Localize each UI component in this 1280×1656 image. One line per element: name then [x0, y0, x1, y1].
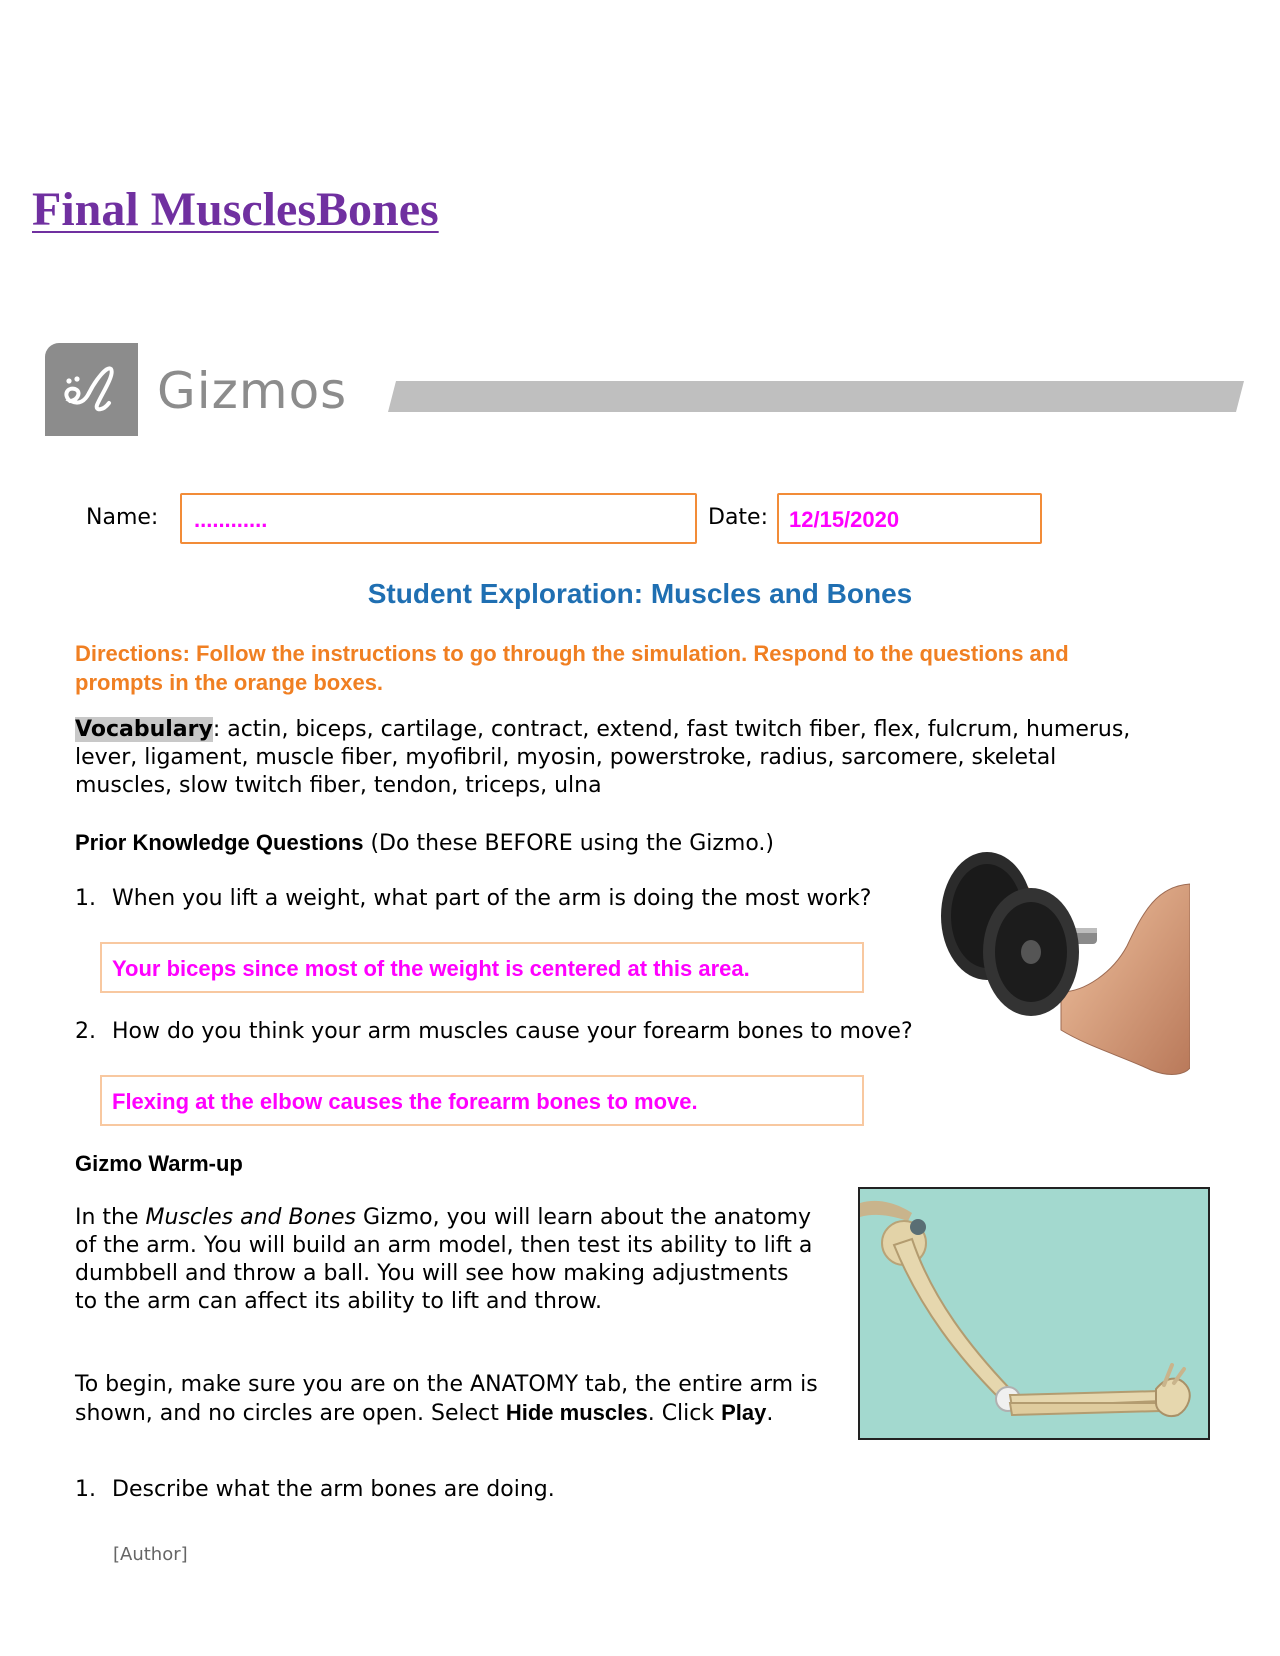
vocabulary-list: : actin, biceps, cartilage, contract, extend, fast twitch fiber, flex, fulcrum, humerus, lever, ligament, muscle fiber, myofibril, myosin, powerstroke, radius, sarcomere, skeletal muscles, slow twitch fiber, tendon, triceps, ulna	[75, 717, 1131, 798]
exploration-heading: Student Exploration: Muscles and Bones	[367, 578, 913, 609]
warmup-paragraph-2	[75, 1371, 835, 1428]
vocabulary-label: Vocabulary	[75, 717, 213, 742]
answer-box-2[interactable]	[100, 1075, 864, 1126]
answer-text: Your biceps since most of the weight is centered at this area.	[112, 956, 750, 981]
question-number: 1.	[75, 886, 96, 911]
arm-bones-image	[858, 1187, 1210, 1440]
author-placeholder[interactable]: [Author]	[113, 1544, 188, 1565]
question-1	[75, 885, 872, 913]
arm-skeleton-icon	[860, 1189, 1208, 1438]
warmup-question-1	[75, 1476, 555, 1504]
flexed-arm-dumbbell-icon	[935, 842, 1190, 1077]
warmup-text: . Click	[647, 1401, 722, 1426]
el-script-icon	[45, 343, 138, 436]
gizmos-logo-badge	[45, 343, 138, 436]
warmup-text: .	[766, 1401, 774, 1426]
date-field[interactable]	[777, 493, 1042, 544]
question-number: 1.	[75, 1477, 96, 1502]
answer-box-1[interactable]	[100, 942, 864, 993]
warmup-paragraph-1	[75, 1204, 815, 1316]
warmup-text: In the	[75, 1205, 146, 1230]
date-label: Date:	[708, 505, 768, 530]
name-field[interactable]	[180, 493, 697, 544]
hide-muscles-label: Hide muscles	[505, 1400, 648, 1425]
warmup-title: Gizmo Warm-up	[75, 1151, 243, 1176]
question-text: When you lift a weight, what part of the arm is doing the most work?	[112, 886, 872, 911]
question-2	[75, 1018, 913, 1046]
name-value: ............	[194, 507, 268, 532]
prior-knowledge-title: Prior Knowledge Questions	[75, 830, 364, 855]
date-value: 12/15/2020	[789, 507, 900, 532]
vocabulary-paragraph	[75, 716, 1155, 800]
directions-text: Directions: Follow the instructions to go through the simulation. Respond to the questions and prompts in the orange boxes.	[75, 641, 1069, 695]
play-label: Play	[721, 1400, 767, 1425]
dumbbell-arm-illustration	[935, 842, 1190, 1077]
document-title[interactable]: Final MusclesBones	[32, 183, 439, 236]
warmup-text: To begin, make sure you are on the ANATOMY tab, the entire arm is shown, and no circles are open. Select	[75, 1372, 818, 1426]
question-text: How do you think your arm muscles cause your forearm bones to move?	[112, 1019, 913, 1044]
gizmos-wordmark: Gizmos	[157, 362, 348, 420]
gizmo-name: Muscles and Bones	[145, 1205, 356, 1230]
warmup-text: Gizmo, you will learn about the anatomy of the arm. You will build an arm model, then test its ability to lift a dumbbell and throw a ball. You will see how making adjustments to the arm can affect its ability to lift and throw.	[75, 1205, 813, 1314]
name-label: Name:	[86, 505, 159, 530]
prior-knowledge-header	[75, 829, 774, 858]
answer-text: Flexing at the elbow causes the forearm bones to move.	[112, 1089, 698, 1114]
prior-knowledge-note: (Do these BEFORE using the Gizmo.)	[363, 831, 774, 856]
question-text: Describe what the arm bones are doing.	[112, 1477, 555, 1502]
logo-banner-bar	[388, 381, 1244, 412]
question-number: 2.	[75, 1019, 96, 1044]
